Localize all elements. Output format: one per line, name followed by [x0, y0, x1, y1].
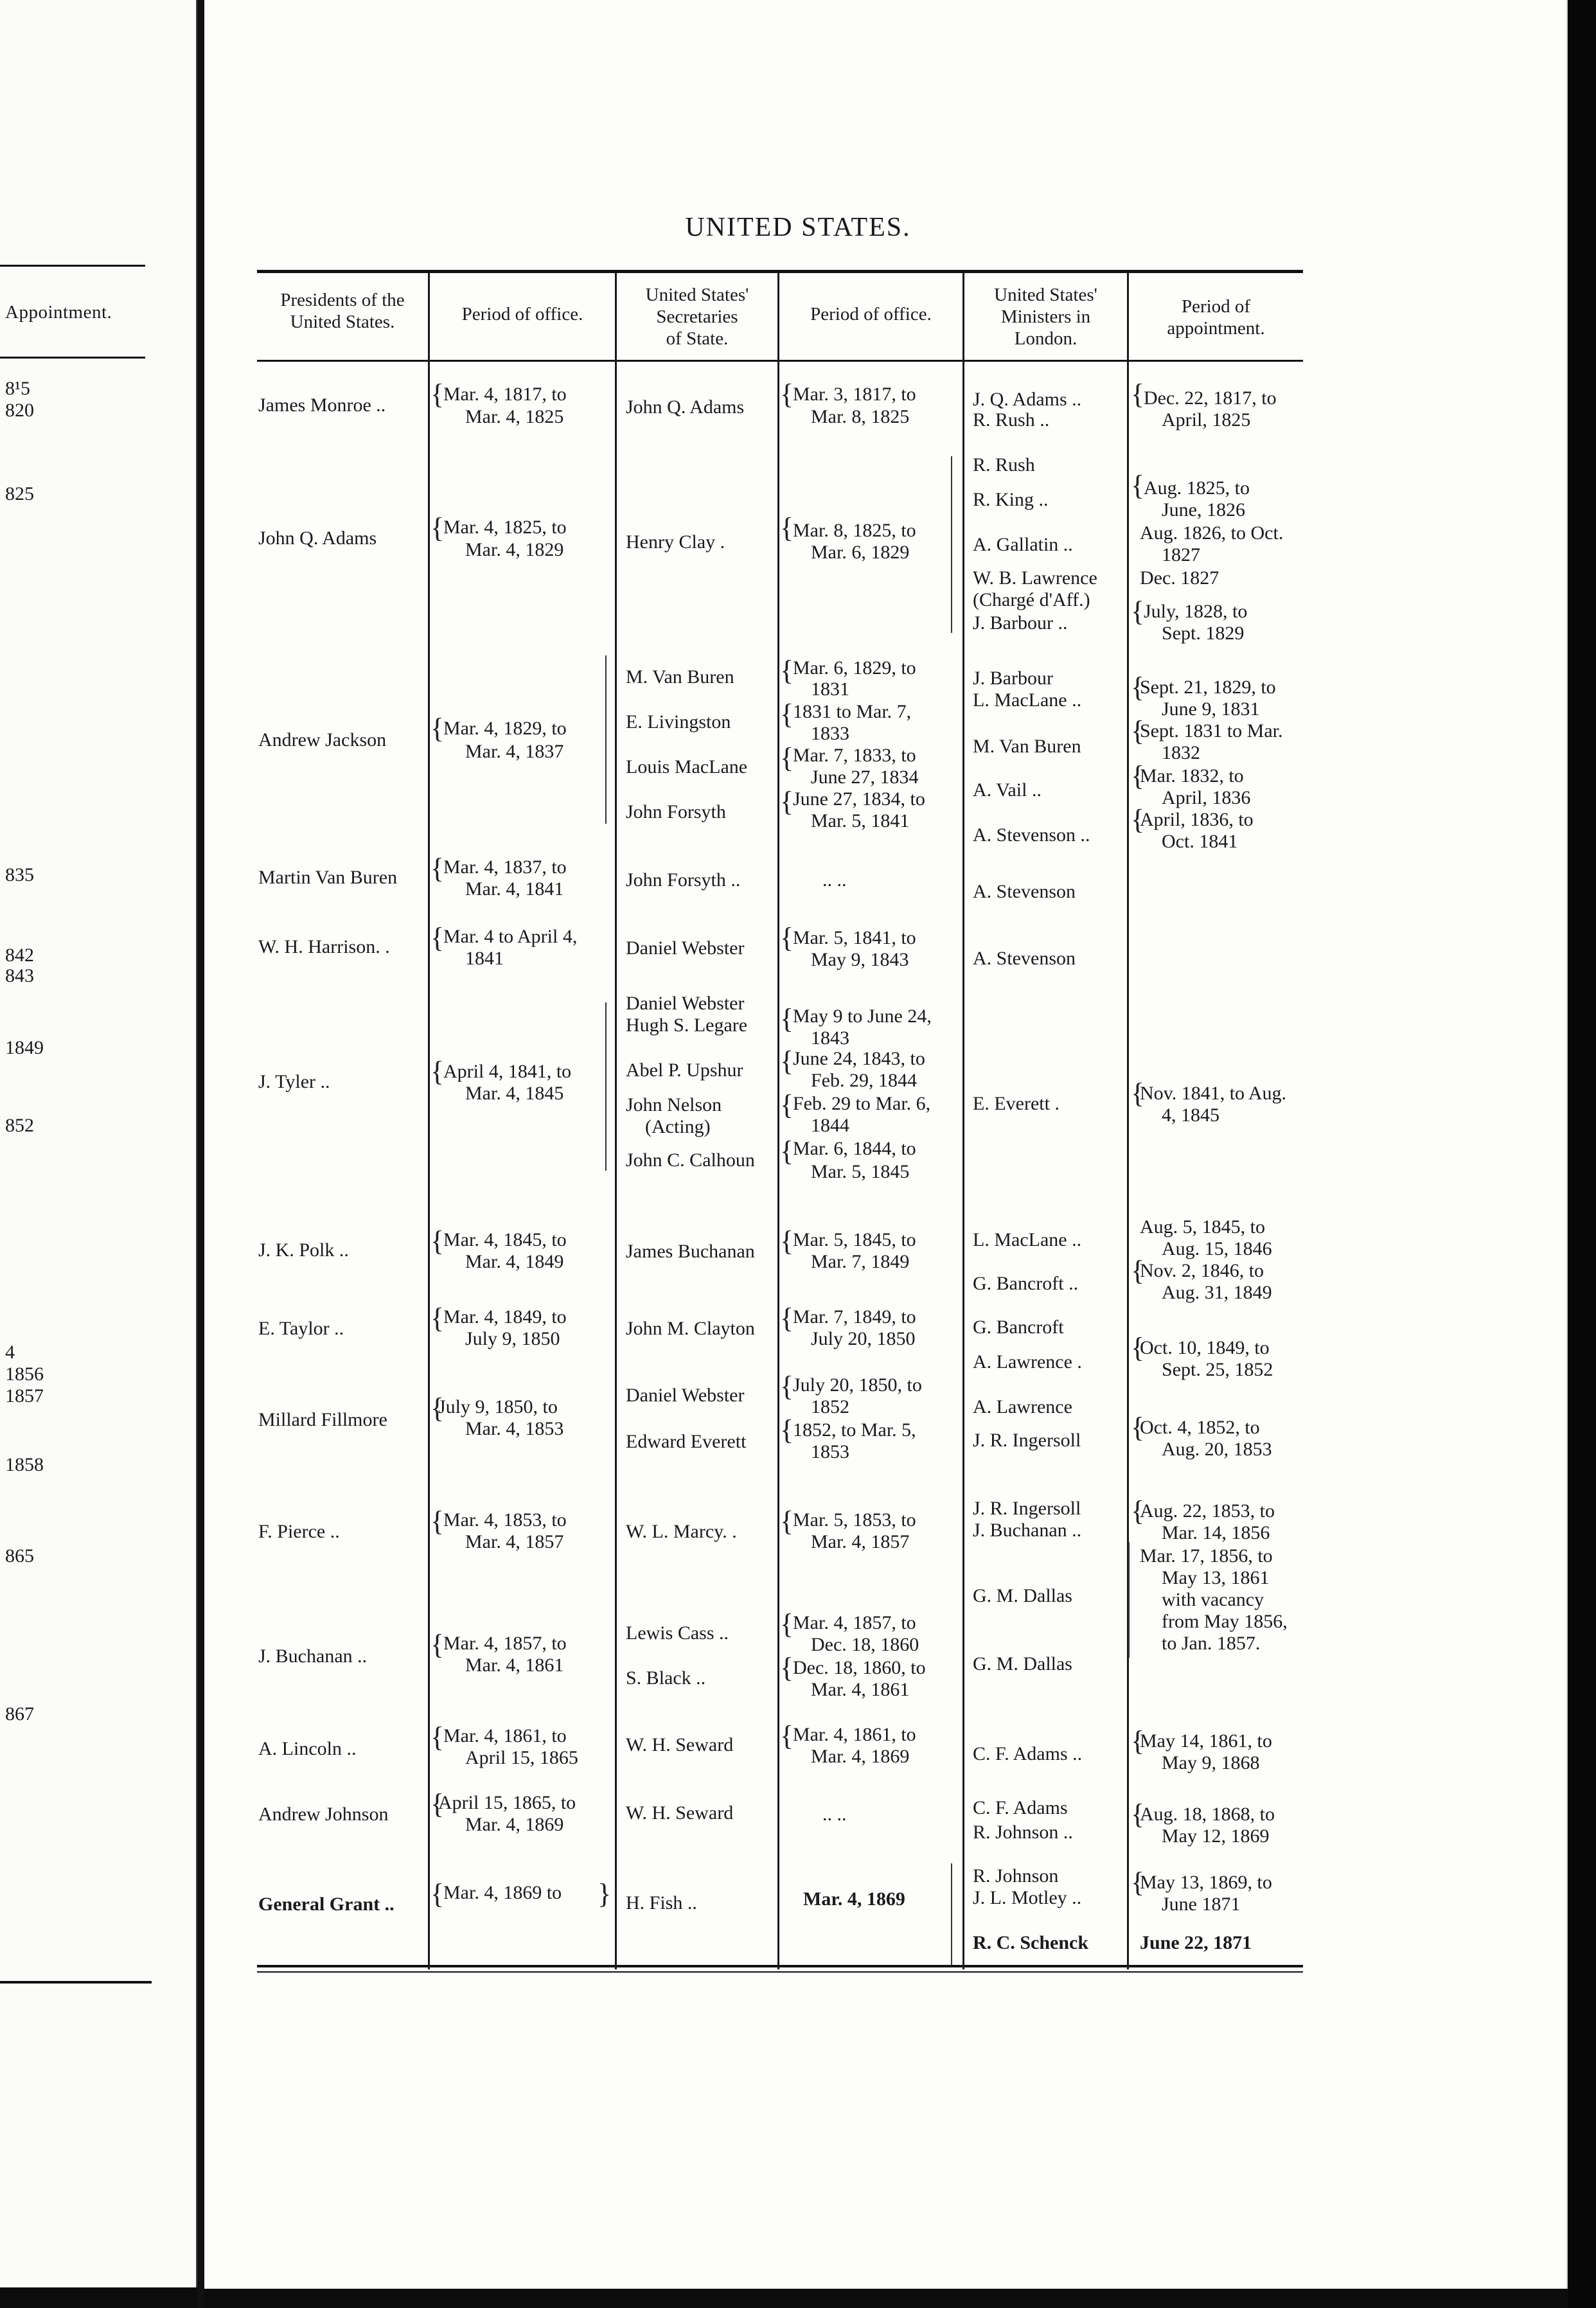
brace-icon: {: [1131, 1078, 1145, 1109]
brace-icon: {: [1131, 1495, 1145, 1527]
appointment-line: to Jan. 1857.: [1162, 1633, 1261, 1654]
book-gutter: [197, 0, 204, 2308]
header-line: United States.: [290, 312, 395, 332]
brace-icon: {: [1131, 1725, 1145, 1757]
column-separator: [962, 273, 964, 1969]
brace-icon: {: [780, 1505, 794, 1537]
brace-icon: {: [780, 1003, 794, 1034]
period-line: 1841: [465, 948, 504, 969]
secretary-name: Daniel Webster: [626, 993, 745, 1014]
column-separator: [428, 273, 430, 1969]
period-line: Mar. 4, 1857, to: [443, 1633, 567, 1654]
appointment-line: Nov. 1841, to Aug.: [1140, 1083, 1287, 1104]
appointment-line: April, 1836, to: [1140, 809, 1254, 830]
column-separator: [1127, 273, 1129, 1969]
appointment-line: with vacancy: [1162, 1589, 1264, 1610]
minister-name: R. Rush: [973, 454, 1035, 475]
brace-icon: {: [780, 655, 794, 686]
secretary-name: M. Van Buren: [626, 666, 734, 688]
header-line: Secretaries: [656, 306, 738, 327]
appointment-line: Sept. 1831 to Mar.: [1140, 720, 1283, 741]
appointment-line: Oct. 10, 1849, to: [1140, 1337, 1270, 1358]
left-page-fragment: [0, 0, 197, 2287]
brace-icon: {: [780, 512, 794, 544]
sec-period-line: June 27, 1834, to: [793, 788, 925, 810]
column-separator: [777, 273, 779, 1969]
column-separator: [615, 273, 617, 1969]
sec-period-line: July 20, 1850: [811, 1328, 916, 1349]
president-name: J. Tyler ..: [258, 1071, 330, 1092]
minister-name: G. M. Dallas: [973, 1585, 1072, 1606]
secretary-name: Daniel Webster: [626, 1385, 745, 1406]
secretary-name: Lewis Cass ..: [626, 1622, 729, 1644]
appointment-line: Aug. 1825, to: [1144, 477, 1250, 499]
group-bar: [951, 1863, 952, 1965]
brace-icon: {: [780, 742, 794, 774]
header-line: United States': [645, 285, 749, 305]
left-number: 1849: [5, 1037, 44, 1058]
brace-icon: {: [430, 922, 445, 954]
appointment-line: Dec. 1827: [1140, 567, 1219, 589]
sec-period-line: 1852, to Mar. 5,: [793, 1419, 916, 1441]
left-number: 1857: [5, 1385, 44, 1407]
secretary-name: H. Fish ..: [626, 1892, 697, 1913]
secretary-name: W. H. Seward: [626, 1734, 734, 1755]
secretary-name: John C. Calhoun: [626, 1150, 755, 1171]
page-title: UNITED STATES.: [685, 213, 911, 242]
appointment-line: May 12, 1869: [1162, 1825, 1270, 1847]
brace-icon: {: [1131, 470, 1145, 501]
table-top-rule: [257, 270, 1303, 273]
brace-icon: {: [780, 378, 794, 410]
header-line: Period of: [1181, 296, 1251, 317]
period-line: Mar. 4, 1845: [465, 1083, 564, 1104]
header-period-office-2: [779, 303, 962, 325]
minister-name: R. Johnson ..: [973, 1822, 1073, 1843]
secretary-name: John M. Clayton: [626, 1318, 755, 1339]
appointment-line: April, 1825: [1162, 409, 1251, 431]
sec-period-line: Mar. 6, 1829, to: [793, 657, 916, 679]
brace-icon: {: [430, 1056, 445, 1087]
appointment-line: May 13, 1861: [1162, 1567, 1270, 1588]
sec-period-line: Mar. 5, 1853, to: [793, 1509, 916, 1531]
secretary-name: Louis MacLane: [626, 756, 748, 777]
sec-period-line: Mar. 7, 1833, to: [793, 745, 916, 766]
brace-icon: {: [1131, 671, 1145, 703]
period-line: Mar. 4, 1837, to: [443, 857, 567, 878]
brace-icon: {: [430, 1225, 445, 1257]
appointment-line: July, 1828, to: [1144, 601, 1248, 622]
brace-icon: {: [430, 1392, 445, 1424]
left-header-rule: [0, 357, 145, 359]
sec-period-line: Mar. 8, 1825, to: [793, 520, 916, 541]
president-name: J. Buchanan ..: [258, 1646, 368, 1667]
left-appointment-header: Appointment.: [5, 302, 112, 323]
sec-period-line: Mar. 4, 1857, to: [793, 1612, 916, 1633]
group-bar: [605, 1002, 607, 1171]
brace-icon: {: [430, 512, 445, 544]
sec-period-line: Mar. 6, 1829: [811, 542, 910, 563]
minister-name: G. Bancroft: [973, 1317, 1064, 1338]
period-line: Mar. 4, 1869: [465, 1814, 564, 1835]
minister-name: A. Lawrence: [973, 1396, 1072, 1417]
appointment-line: May 13, 1869, to: [1140, 1872, 1272, 1893]
header-line: of State.: [666, 328, 729, 349]
left-number: 835: [5, 864, 34, 885]
brace-icon: {: [1131, 1332, 1145, 1363]
brace-icon: {: [780, 1414, 794, 1446]
appointment-line: Mar. 1832, to: [1140, 765, 1244, 786]
appointment-line: Aug. 15, 1846: [1162, 1238, 1272, 1259]
brace-icon: {: [1131, 596, 1145, 627]
brace-icon: {: [430, 853, 445, 884]
sec-period-line: Mar. 6, 1844, to: [793, 1138, 916, 1159]
sec-period-line: 1852: [811, 1396, 849, 1417]
period-line: Mar. 4, 1849, to: [443, 1306, 567, 1327]
brace-icon: {: [780, 1302, 794, 1334]
period-line: Mar. 4, 1817, to: [443, 384, 567, 405]
sec-period-line: Mar. 4, 1861: [811, 1679, 910, 1700]
period-line: Mar. 4, 1829: [465, 539, 564, 560]
president-name: F. Pierce ..: [258, 1521, 340, 1542]
period-line: Mar. 4, 1849: [465, 1251, 564, 1272]
header-period-office: [430, 303, 615, 325]
minister-name: G. Bancroft ..: [973, 1273, 1079, 1294]
left-bottom-rule: [0, 1981, 152, 1984]
appointment-line: Nov. 2, 1846, to: [1140, 1260, 1264, 1281]
appointment-line: May 9, 1868: [1162, 1752, 1260, 1773]
appointment-line: 4, 1845: [1162, 1105, 1219, 1126]
page-edge: [1568, 0, 1596, 2308]
period-line: April 15, 1865, to: [438, 1792, 576, 1813]
period-line: July 9, 1850, to: [438, 1396, 558, 1417]
brace-icon: {: [780, 1371, 794, 1402]
minister-name: R. Rush ..: [973, 409, 1050, 431]
header-rule: [257, 360, 1303, 362]
header-line: Presidents of the: [280, 290, 405, 310]
period-line: Mar. 4, 1861, to: [443, 1725, 567, 1746]
period-line: Mar. 4 to April 4,: [443, 926, 578, 947]
header-secretaries: [617, 284, 777, 350]
secretary-name: Hugh S. Legare: [626, 1015, 748, 1036]
president-name: General Grant ..: [258, 1894, 395, 1915]
minister-name: A. Vail ..: [973, 779, 1042, 801]
secretary-name: Abel P. Upshur: [626, 1060, 743, 1081]
sec-period-line: 1831: [811, 679, 849, 700]
header-presidents: [257, 289, 428, 333]
appointment-line: Oct. 1841: [1162, 831, 1238, 852]
sec-period-line: Feb. 29, 1844: [811, 1070, 917, 1091]
brace-icon: {: [1131, 760, 1145, 792]
period-line: Mar. 4, 1853, to: [443, 1509, 567, 1531]
brace-icon: {: [1131, 1412, 1145, 1443]
secretary-name: Edward Everett: [626, 1431, 747, 1452]
appointment-line: June 22, 1871: [1140, 1932, 1252, 1953]
appointment-line: June, 1826: [1162, 499, 1245, 520]
minister-name: R. King ..: [973, 489, 1049, 510]
brace-icon: {: [780, 922, 794, 954]
secretary-name: John Nelson: [626, 1094, 722, 1115]
minister-name: W. B. Lawrence: [973, 567, 1097, 589]
sec-period-line: 1833: [811, 723, 849, 744]
period-line: July 9, 1850: [465, 1328, 560, 1349]
appointment-line: Aug. 1826, to Oct.: [1140, 522, 1284, 544]
appointment-line: April, 1836: [1162, 787, 1251, 808]
left-top-rule: [0, 265, 145, 267]
sec-period-line: Mar. 4, 1857: [811, 1531, 910, 1552]
left-number: 1858: [5, 1454, 44, 1475]
appointment-line: Aug. 31, 1849: [1162, 1282, 1272, 1303]
header-ministers: [964, 284, 1127, 350]
sec-period-line: June 24, 1843, to: [793, 1048, 925, 1069]
minister-name: J. Buchanan ..: [973, 1520, 1082, 1541]
appointment-line: Oct. 4, 1852, to: [1140, 1417, 1260, 1438]
brace-icon: {: [780, 786, 794, 817]
brace-icon: {: [430, 1629, 445, 1660]
minister-name: A. Stevenson: [973, 881, 1076, 902]
appointment-line: 1827: [1162, 544, 1200, 565]
appointment-line: June 1871: [1162, 1894, 1241, 1915]
brace-icon: {: [430, 1721, 445, 1753]
brace-icon: }: [598, 1878, 612, 1910]
period-line: Mar. 4, 1853: [465, 1418, 564, 1439]
minister-name: J. Barbour: [973, 668, 1053, 689]
sec-period-line: .. ..: [822, 1804, 847, 1825]
period-line: April 4, 1841, to: [443, 1061, 572, 1082]
header-line: United States': [994, 285, 1097, 305]
president-name: Andrew Jackson: [258, 729, 387, 750]
brace-icon: {: [430, 1878, 445, 1910]
left-number: 867: [5, 1703, 34, 1725]
minister-name: A. Stevenson: [973, 948, 1076, 969]
appointment-line: Mar. 14, 1856: [1162, 1522, 1270, 1543]
appointment-line: Dec. 22, 1817, to: [1144, 387, 1277, 409]
appointment-line: June 9, 1831: [1162, 698, 1260, 720]
minister-name: R. Johnson: [973, 1865, 1059, 1886]
brace-icon: {: [780, 1652, 794, 1683]
brace-icon: {: [1131, 1255, 1145, 1286]
brace-icon: {: [780, 1608, 794, 1640]
sec-period-line: .. ..: [822, 869, 847, 891]
left-number: 820: [5, 400, 34, 421]
period-line: Mar. 4, 1845, to: [443, 1229, 567, 1250]
table-bottom-rule: [257, 1965, 1303, 1967]
minister-name: L. MacLane ..: [973, 689, 1082, 711]
minister-name: C. F. Adams: [973, 1797, 1068, 1818]
minister-name: J. L. Motley ..: [973, 1887, 1082, 1908]
appointment-line: Aug. 5, 1845, to: [1140, 1216, 1265, 1238]
left-number: 852: [5, 1115, 34, 1136]
brace-icon: {: [1131, 804, 1145, 835]
president-name: W. H. Harrison. .: [258, 936, 390, 957]
brace-icon: {: [430, 1302, 445, 1334]
sec-period-line: Mar. 4, 1861, to: [793, 1724, 916, 1745]
sec-period-line: Mar. 5, 1845: [811, 1161, 910, 1182]
left-number: 8¹5: [5, 378, 30, 399]
sec-period-line: Mar. 4, 1869: [811, 1746, 910, 1767]
brace-icon: {: [780, 698, 794, 730]
table-bottom-rule-thin: [257, 1971, 1303, 1973]
period-line: Mar. 4, 1837: [465, 741, 564, 762]
sec-period-line: Mar. 7, 1849, to: [793, 1306, 916, 1327]
sec-period-line: 1853: [811, 1441, 849, 1462]
secretary-name: Daniel Webster: [626, 937, 745, 959]
president-name: J. K. Polk ..: [258, 1239, 349, 1261]
sec-period-line: Mar. 7, 1849: [811, 1251, 910, 1272]
brace-icon: {: [780, 1720, 794, 1752]
minister-name: M. Van Buren: [973, 736, 1081, 757]
secretary-name: Henry Clay .: [626, 531, 725, 553]
minister-name: A. Stevenson ..: [973, 824, 1090, 846]
left-number: 4: [5, 1342, 15, 1363]
president-name: A. Lincoln ..: [258, 1738, 357, 1759]
period-line: Mar. 4, 1857: [465, 1531, 564, 1552]
appointment-line: from May 1856,: [1162, 1611, 1288, 1632]
secretary-name: John Forsyth: [626, 801, 726, 822]
group-bar: [1128, 1542, 1130, 1658]
sec-period-line: 1831 to Mar. 7,: [793, 701, 912, 722]
sec-period-line: Mar. 4, 1869: [803, 1888, 905, 1910]
sec-period-line: Mar. 8, 1825: [811, 406, 910, 427]
appointment-line: Sept. 25, 1852: [1162, 1359, 1273, 1380]
sec-period-line: May 9 to June 24,: [793, 1006, 932, 1027]
brace-icon: {: [780, 1045, 794, 1077]
president-name: James Monroe ..: [258, 395, 386, 416]
secretary-name: (Acting): [645, 1116, 711, 1137]
left-number: 1856: [5, 1363, 44, 1385]
brace-icon: {: [430, 378, 445, 410]
period-line: Mar. 4, 1869 to: [443, 1882, 562, 1903]
minister-name: E. Everett .: [973, 1093, 1060, 1114]
left-number: 865: [5, 1545, 34, 1567]
minister-name: (Chargé d'Aff.): [973, 589, 1090, 610]
brace-icon: {: [780, 1089, 794, 1121]
brace-icon: {: [1131, 715, 1145, 747]
minister-name: R. C. Schenck: [973, 1932, 1089, 1953]
sec-period-line: Mar. 5, 1845, to: [793, 1229, 916, 1250]
secretary-name: S. Black ..: [626, 1667, 706, 1689]
appointment-line: Mar. 17, 1856, to: [1140, 1545, 1273, 1567]
president-name: Andrew Johnson: [258, 1804, 389, 1825]
group-bar: [951, 456, 952, 633]
brace-icon: {: [430, 1505, 445, 1537]
minister-name: J. R. Ingersoll: [973, 1498, 1081, 1519]
sec-period-line: 1843: [811, 1027, 849, 1049]
period-line: Mar. 4, 1825, to: [443, 517, 567, 538]
appointment-line: Aug. 18, 1868, to: [1140, 1804, 1275, 1825]
minister-name: J. Barbour ..: [973, 612, 1068, 634]
secretary-name: W. H. Seward: [626, 1802, 734, 1824]
minister-name: C. F. Adams ..: [973, 1743, 1083, 1764]
header-line: appointment.: [1167, 318, 1265, 339]
left-number: 842: [5, 945, 34, 966]
brace-icon: {: [780, 1135, 794, 1167]
sec-period-line: June 27, 1834: [811, 767, 919, 788]
secretary-name: John Q. Adams: [626, 396, 745, 418]
minister-name: G. M. Dallas: [973, 1653, 1072, 1674]
left-number: 825: [5, 483, 34, 504]
minister-name: J. R. Ingersoll: [973, 1430, 1081, 1451]
sec-period-line: Mar. 5, 1841: [811, 810, 910, 831]
appointment-line: Sept. 21, 1829, to: [1140, 677, 1276, 698]
appointment-line: 1832: [1162, 742, 1200, 763]
sec-period-line: Dec. 18, 1860: [811, 1634, 919, 1655]
president-name: John Q. Adams: [258, 528, 377, 549]
header-line: Period of office.: [810, 304, 932, 324]
minister-name: A. Lawrence .: [973, 1351, 1082, 1372]
period-line: Mar. 4, 1825: [465, 406, 564, 427]
sec-period-line: Mar. 3, 1817, to: [793, 384, 916, 405]
period-line: Mar. 4, 1841: [465, 878, 564, 900]
brace-icon: {: [1131, 378, 1145, 410]
left-number: 843: [5, 965, 34, 986]
header-appointment: [1129, 296, 1303, 339]
appointment-line: Aug. 20, 1853: [1162, 1439, 1272, 1460]
president-name: Martin Van Buren: [258, 867, 398, 888]
header-line: Ministers in: [1000, 306, 1091, 327]
period-line: Mar. 4, 1861: [465, 1655, 564, 1676]
appointment-line: Sept. 1829: [1162, 623, 1245, 644]
brace-icon: {: [430, 1788, 445, 1820]
secretary-name: James Buchanan: [626, 1241, 755, 1262]
minister-name: J. Q. Adams ..: [973, 389, 1082, 410]
sec-period-line: Mar. 5, 1841, to: [793, 927, 916, 948]
sec-period-line: May 9, 1843: [811, 949, 909, 970]
group-bar: [605, 655, 607, 824]
sec-period-line: Feb. 29 to Mar. 6,: [793, 1093, 931, 1114]
appointment-line: Aug. 22, 1853, to: [1140, 1500, 1275, 1522]
president-name: Millard Fillmore: [258, 1409, 387, 1430]
minister-name: A. Gallatin ..: [973, 534, 1073, 555]
sec-period-line: 1844: [811, 1115, 849, 1136]
header-line: London.: [1014, 328, 1077, 349]
brace-icon: {: [780, 1225, 794, 1257]
president-name: E. Taylor ..: [258, 1318, 344, 1339]
secretary-name: E. Livingston: [626, 711, 731, 732]
sec-period-line: July 20, 1850, to: [793, 1374, 922, 1396]
secretary-name: W. L. Marcy. .: [626, 1521, 737, 1542]
minister-name: L. MacLane ..: [973, 1229, 1082, 1250]
brace-icon: {: [1131, 1798, 1145, 1830]
header-line: Period of office.: [461, 304, 583, 324]
secretary-name: John Forsyth ..: [626, 869, 741, 891]
period-line: Mar. 4, 1829, to: [443, 718, 567, 739]
brace-icon: {: [430, 713, 445, 744]
sec-period-line: Dec. 18, 1860, to: [793, 1657, 926, 1678]
appointment-line: May 14, 1861, to: [1140, 1730, 1272, 1752]
brace-icon: {: [1131, 1867, 1145, 1898]
period-line: April 15, 1865: [465, 1747, 578, 1768]
